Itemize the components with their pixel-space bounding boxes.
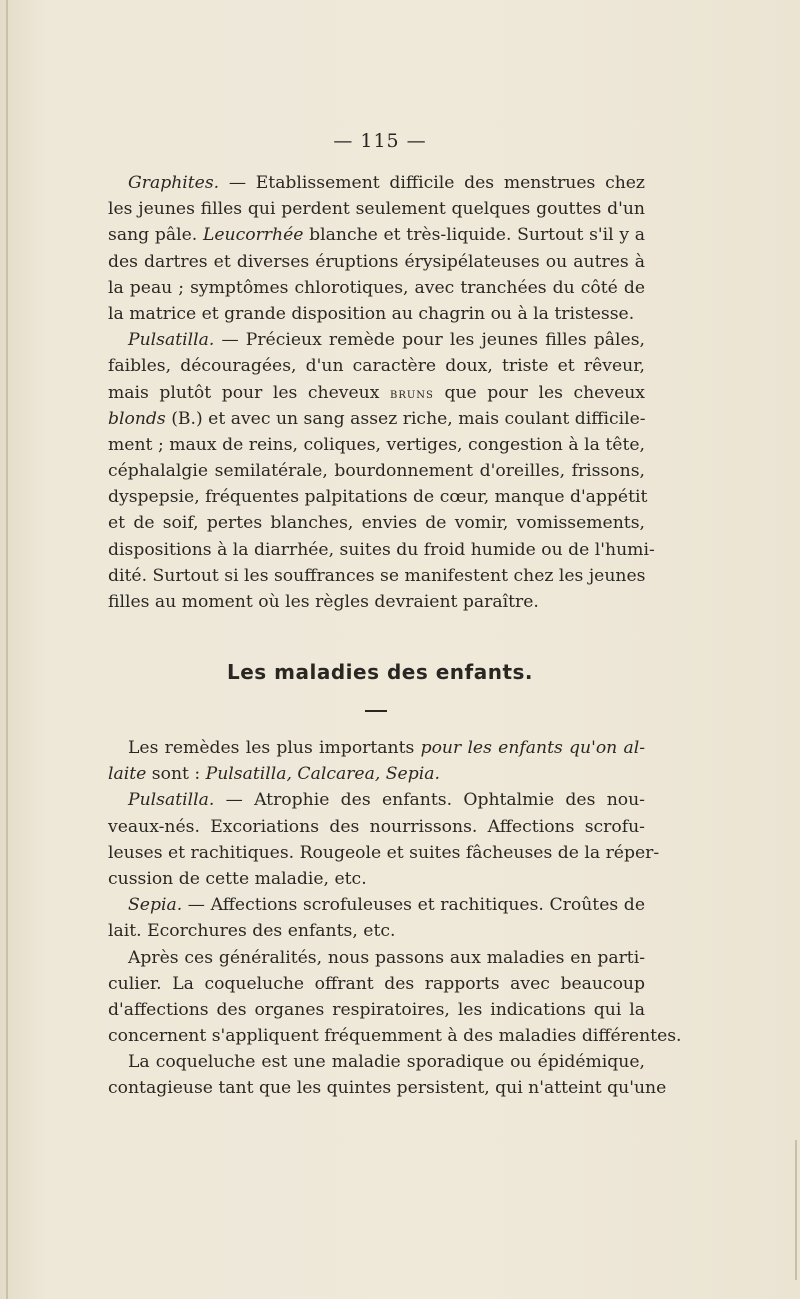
paragraph-remedes (108, 735, 645, 787)
text-line: Après ces généralités, nous passons aux maladies en parti- (128, 947, 645, 968)
text-line: et de soif, pertes blanches, envies de vomir, vomissements, (108, 513, 645, 534)
text-line: ment ; maux de reins, coliques, vertiges, congestion à la tête, (108, 434, 645, 455)
text-line: Pulsatilla. — Précieux remède pour les jeunes filles pâles, (128, 330, 645, 351)
text-line: la matrice et grande disposition au chagrin ou à la tristesse. (108, 303, 635, 324)
page-right-edge (795, 1140, 797, 1280)
text-line: cussion de cette maladie, etc. (108, 868, 367, 889)
text-line: la peau ; symptômes chlorotiques, avec tranchées du côté de (108, 277, 645, 298)
text-line: mais plutôt pour les cheveux bruns que pour les cheveux (108, 382, 645, 403)
text-line: laite sont : Pulsatilla, Calcarea, Sepia. (108, 764, 440, 785)
text-line: La coqueluche est une maladie sporadique ou épidémique, (128, 1052, 645, 1073)
text-line: faibles, découragées, d'un caractère doux, triste et rêveur, (108, 356, 645, 377)
text-line: des dartres et diverses éruptions érysipélateuses ou autres à (108, 251, 645, 272)
paragraph-pulsatilla (108, 327, 655, 615)
text-line: d'affections des organes respiratoires, les indications qui la (108, 999, 645, 1020)
text-line: sang pâle. Leucorrhée blanche et très-liquide. Surtout s'il y a (108, 225, 646, 246)
text-block-upper (108, 170, 655, 615)
section-heading: Les maladies des enfants. (226, 660, 533, 684)
text-line: céphalalgie semilatérale, bourdonnement d'oreilles, frissons, (108, 461, 645, 482)
paragraph-generalites (108, 945, 682, 1050)
paragraph-pulsatilla-enfants (108, 787, 660, 892)
paragraph-graphites (108, 170, 645, 327)
text-line: contagieuse tant que les quintes persistent, qui n'atteint qu'une (108, 1078, 667, 1099)
text-line: blonds (B.) et avec un sang assez riche, mais coulant difficile- (108, 408, 646, 429)
text-line: dité. Surtout si les souffrances se manifestent chez les jeunes (108, 565, 646, 586)
paragraph-coqueluche (108, 1049, 667, 1101)
page-left-edge (6, 0, 8, 1299)
text-line: Pulsatilla. — Atrophie des enfants. Ophtalmie des nou- (128, 790, 645, 811)
text-line: dyspepsie, fréquentes palpitations de cœur, manque d'appétit (108, 487, 648, 508)
paragraph-sepia (108, 892, 645, 944)
text-block-lower (108, 735, 682, 1102)
text-line: Graphites. — Etablissement difficile des menstrues chez (128, 173, 645, 193)
text-line: veaux-nés. Excoriations des nourrissons. Affections scrofu- (108, 816, 645, 837)
text-line: culier. La coqueluche offrant des rapports avec beaucoup (108, 973, 645, 994)
text-line: Sepia. — Affections scrofuleuses et rachitiques. Croûtes de (128, 895, 645, 916)
text-line: concernent s'appliquent fréquemment à des maladies différentes. (108, 1026, 682, 1047)
text-line: lait. Ecorchures des enfants, etc. (108, 921, 396, 942)
text-line: les jeunes filles qui perdent seulement quelques gouttes d'un (108, 199, 645, 220)
text-line: filles au moment où les règles devraient paraître. (108, 592, 539, 612)
text-line: dispositions à la diarrhée, suites du froid humide ou de l'humi- (108, 539, 655, 560)
page-number: — 115 — (333, 130, 427, 152)
text-line: Les remèdes les plus importants pour les enfants qu'on al- (128, 738, 646, 758)
section-divider (365, 710, 387, 712)
text-line: leuses et rachitiques. Rougeole et suites fâcheuses de la réper- (108, 842, 660, 863)
